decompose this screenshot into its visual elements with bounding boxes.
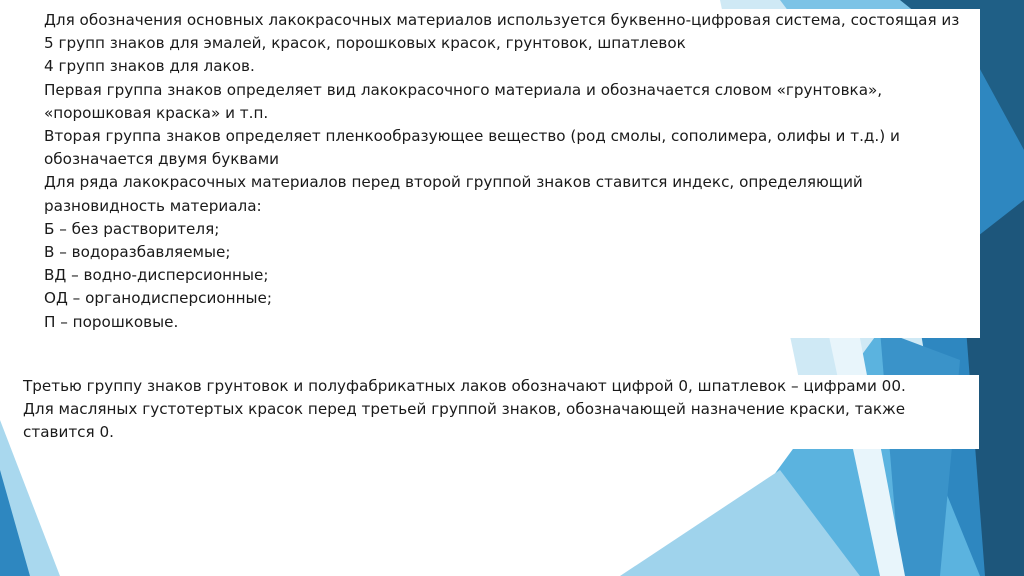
- list-item: В – водоразбавляемые;: [44, 243, 231, 262]
- paragraph: Для ряда лакокрасочных материалов перед второй группой знаков ставится индекс, определяющий разновидность материала:: [44, 173, 863, 215]
- text-block-main: [44, 9, 980, 338]
- paragraph: Для масляных густотертых красок перед третьей группой знаков, обозначающей назначение краски, также ставится 0.: [23, 400, 906, 442]
- paragraph: 4 групп знаков для лаков.: [44, 57, 255, 76]
- paragraph: Вторая группа знаков определяет пленкообразующее вещество (род смолы, сополимера, олифы и т.д.) и обозначается двумя буквами: [44, 127, 900, 169]
- list-item: ОД – органодисперсионные;: [44, 289, 272, 308]
- list-item: Б – без растворителя;: [44, 219, 220, 238]
- paragraph: Третью группу знаков грунтовок и полуфабрикатных лаков обозначают цифрой 0, шпатлевок – цифрами 00.: [23, 377, 906, 395]
- paragraph: Для обозначения основных лакокрасочных материалов используется буквенно-цифровая система, состоящая из: [44, 11, 960, 29]
- list-item: П – порошковые.: [44, 312, 179, 331]
- list-item: ВД – водно-дисперсионные;: [44, 266, 269, 285]
- text-block-secondary: [23, 375, 979, 449]
- paragraph: Первая группа знаков определяет вид лакокрасочного материала и обозначается словом «грунтовка», «порошковая краска» и т.п.: [44, 80, 883, 122]
- paragraph: 5 групп знаков для эмалей, красок, порошковых красок, грунтовок, шпатлевок: [44, 34, 686, 53]
